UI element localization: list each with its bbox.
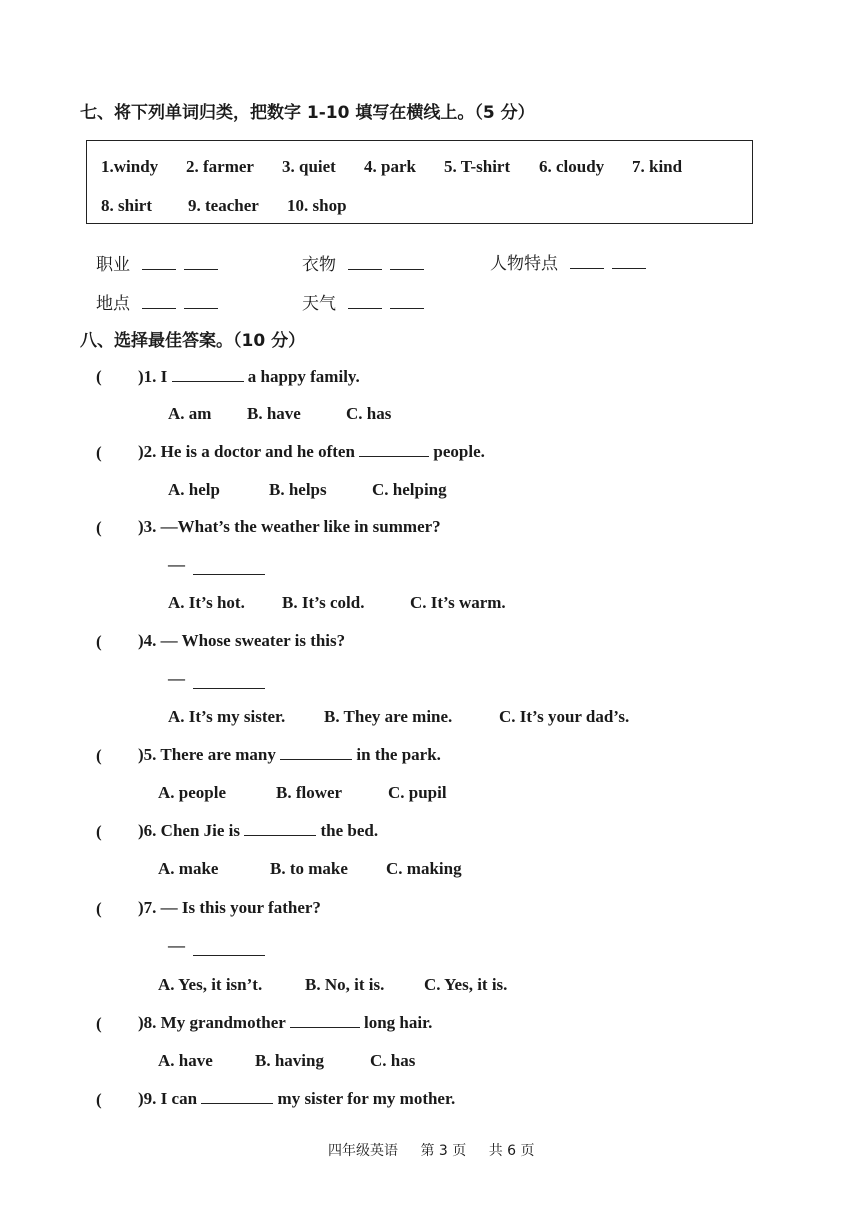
word-bank-box	[86, 140, 753, 224]
section-8-title: 八、选择最佳答案。（10 分）	[80, 331, 306, 351]
option-b[interactable]: B. to make	[270, 859, 348, 878]
word-4: 4. park	[364, 157, 416, 176]
answer-paren[interactable]: (	[96, 746, 102, 765]
category-occupation: 职业	[96, 250, 218, 275]
answer-paren[interactable]: (	[96, 1090, 102, 1109]
fill-blank[interactable]	[359, 442, 429, 457]
option-a[interactable]: A. people	[158, 783, 226, 802]
page-footer	[328, 1140, 535, 1160]
category-clothing: 衣物	[302, 250, 424, 275]
word-3: 3. quiet	[282, 157, 336, 176]
category-place: 地点	[96, 289, 218, 314]
word-7: 7. kind	[632, 157, 683, 176]
question-3: )3. —What’s the weather like in summer?	[138, 517, 441, 536]
fill-blank[interactable]	[172, 367, 244, 382]
option-a[interactable]: A. am	[168, 404, 212, 423]
option-c[interactable]: C. has	[346, 404, 392, 423]
word-1: 1.windy	[101, 157, 159, 176]
answer-paren[interactable]: (	[96, 632, 102, 651]
answer-blank[interactable]	[348, 294, 382, 309]
option-a[interactable]: A. have	[158, 1051, 213, 1070]
fill-blank[interactable]	[244, 821, 316, 836]
question-5: )5. There are many in the park.	[138, 745, 441, 764]
fill-blank[interactable]	[193, 941, 265, 956]
answer-paren[interactable]: (	[96, 822, 102, 841]
option-c[interactable]: C. It’s your dad’s.	[499, 707, 630, 726]
answer-paren[interactable]: (	[96, 1014, 102, 1033]
answer-blank[interactable]	[390, 255, 424, 270]
answer-blank[interactable]	[142, 255, 176, 270]
option-a[interactable]: A. It’s my sister.	[168, 707, 286, 726]
fill-blank[interactable]	[193, 560, 265, 575]
footer-subject: 四年级英语	[328, 1143, 398, 1159]
fill-blank[interactable]	[201, 1089, 273, 1104]
word-6: 6. cloudy	[539, 157, 605, 176]
section-7-title: 七、将下列单词归类，把数字 1-10 填写在横线上。（5 分）	[80, 103, 535, 123]
word-9: 9. teacher	[188, 196, 259, 215]
answer-paren[interactable]: (	[96, 443, 102, 462]
word-2: 2. farmer	[186, 157, 254, 176]
category-weather: 天气	[302, 289, 424, 314]
option-b[interactable]: B. having	[255, 1051, 324, 1070]
fill-blank[interactable]	[280, 745, 352, 760]
option-c[interactable]: C. pupil	[388, 783, 447, 802]
option-b[interactable]: B. flower	[276, 783, 343, 802]
option-b[interactable]: B. have	[247, 404, 301, 423]
answer-dash: —	[168, 936, 185, 955]
question-2: )2. He is a doctor and he often people.	[138, 442, 485, 461]
fill-blank[interactable]	[290, 1013, 360, 1028]
answer-blank[interactable]	[570, 254, 604, 269]
option-a[interactable]: A. It’s hot.	[168, 593, 245, 612]
question-8: )8. My grandmother long hair.	[138, 1013, 433, 1032]
footer-total: 共 6 页	[488, 1143, 535, 1159]
answer-paren[interactable]: (	[96, 518, 102, 537]
question-7: )7. — Is this your father?	[138, 898, 321, 917]
answer-paren[interactable]: (	[96, 367, 102, 386]
option-a[interactable]: A. Yes, it isn’t.	[158, 975, 263, 994]
option-b[interactable]: B. No, it is.	[305, 975, 385, 994]
option-c[interactable]: C. has	[370, 1051, 416, 1070]
option-a[interactable]: A. make	[158, 859, 219, 878]
answer-blank[interactable]	[612, 254, 646, 269]
word-5: 5. T-shirt	[444, 157, 511, 176]
answer-dash: —	[168, 669, 185, 688]
answer-blank[interactable]	[348, 255, 382, 270]
option-b[interactable]: B. It’s cold.	[282, 593, 365, 612]
question-6: )6. Chen Jie is the bed.	[138, 821, 379, 840]
answer-blank[interactable]	[184, 255, 218, 270]
fill-blank[interactable]	[193, 674, 265, 689]
question-4: )4. — Whose sweater is this?	[138, 631, 346, 650]
option-b[interactable]: B. They are mine.	[324, 707, 453, 726]
question-9: )9. I can my sister for my mother.	[138, 1089, 456, 1108]
option-c[interactable]: C. Yes, it is.	[424, 975, 508, 994]
option-a[interactable]: A. help	[168, 480, 220, 499]
answer-paren[interactable]: (	[96, 899, 102, 918]
answer-dash: —	[168, 555, 185, 574]
option-c[interactable]: C. helping	[372, 480, 447, 499]
option-c[interactable]: C. making	[386, 859, 462, 878]
answer-blank[interactable]	[184, 294, 218, 309]
footer-page: 第 3 页	[420, 1143, 467, 1159]
word-10: 10. shop	[287, 196, 347, 215]
option-b[interactable]: B. helps	[269, 480, 327, 499]
option-c[interactable]: C. It’s warm.	[410, 593, 506, 612]
word-8: 8. shirt	[101, 196, 152, 215]
answer-blank[interactable]	[142, 294, 176, 309]
question-1: )1. I a happy family.	[138, 367, 360, 386]
category-traits: 人物特点	[490, 249, 646, 274]
answer-blank[interactable]	[390, 294, 424, 309]
